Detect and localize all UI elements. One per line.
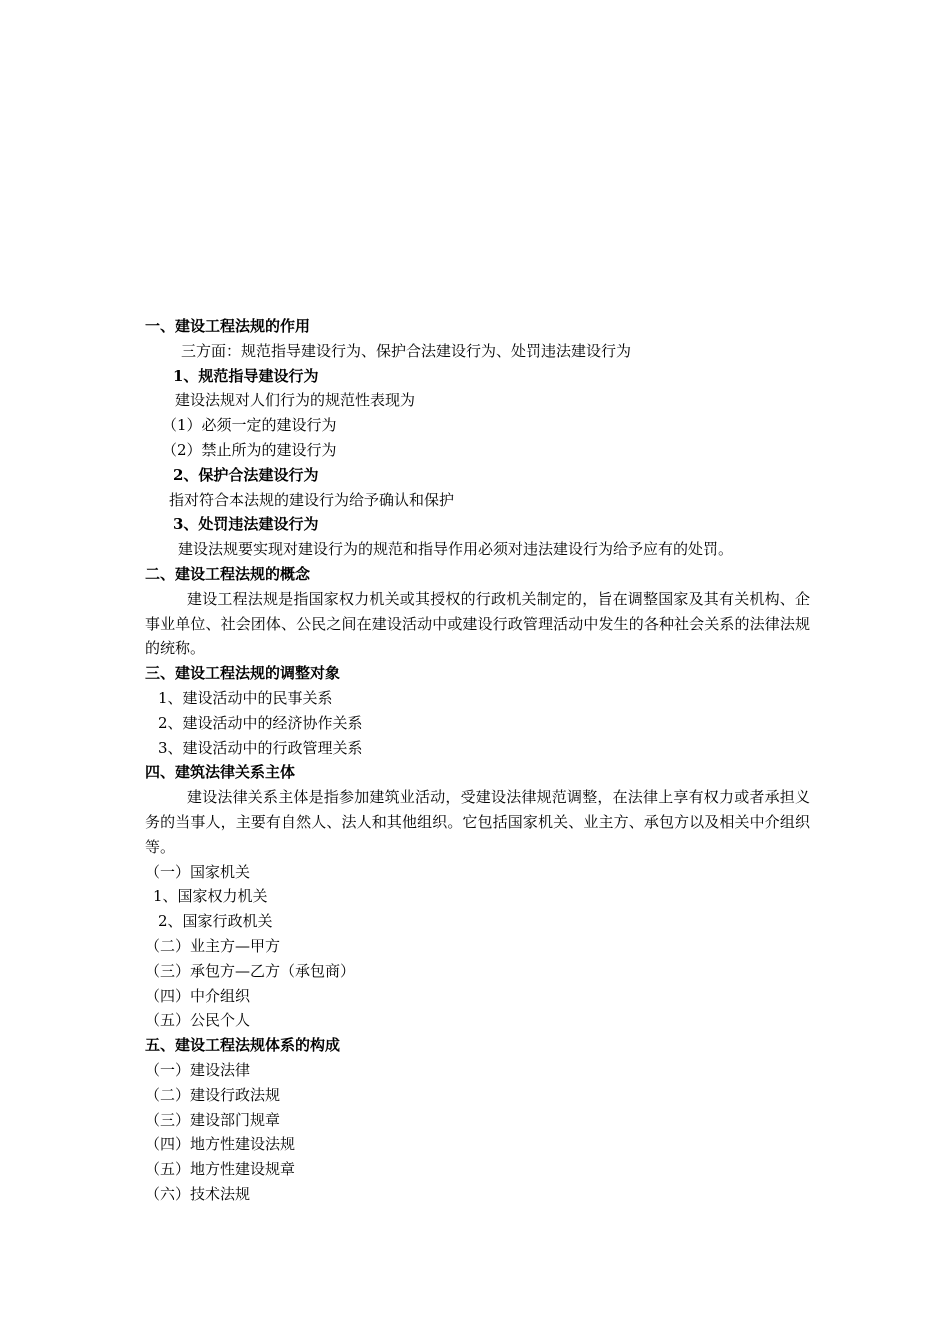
list-item: 1、国家权力机关 [153, 887, 268, 906]
list-item: （五）公民个人 [145, 1011, 251, 1030]
section-heading-4: 四、建筑法律关系主体 [145, 763, 296, 782]
section-1-intro: 三方面：规范指导建设行为、保护合法建设行为、处罚违法建设行为 [181, 341, 632, 360]
section-2-paragraph: 建设工程法规是指国家权力机关或其授权的行政机关制定的，旨在调整国家及其有关机构、企事业单位、社会团体、公民之间在建设活动中或建设行政管理活动中发生的各种社会关系的法律法规的统称。 [145, 589, 810, 658]
list-item: （五）地方性建设规章 [145, 1160, 296, 1179]
list-item: （2）禁止所为的建设行为 [162, 440, 337, 459]
list-item: （一）建设法律 [145, 1060, 251, 1079]
section-heading-3: 三、建设工程法规的调整对象 [145, 664, 341, 683]
list-item: （三）建设部门规章 [145, 1110, 281, 1129]
subsection-heading-1-1: 1、规范指导建设行为 [173, 366, 319, 385]
list-item: （六）技术法规 [145, 1184, 251, 1203]
list-item: （二）建设行政法规 [145, 1085, 281, 1104]
document-body [145, 314, 810, 1207]
subsection-heading-1-3: 3、处罚违法建设行为 [173, 515, 319, 534]
section-heading-5: 五、建设工程法规体系的构成 [145, 1036, 341, 1055]
subsection-1-2-text: 指对符合本法规的建设行为给予确认和保护 [169, 490, 455, 509]
section-heading-2: 二、建设工程法规的概念 [145, 564, 311, 583]
section-heading-1: 一、建设工程法规的作用 [145, 317, 311, 335]
list-item: 3、建设活动中的行政管理关系 [158, 738, 363, 757]
list-item: （四）中介组织 [145, 986, 251, 1005]
list-item: （1）必须一定的建设行为 [162, 416, 337, 435]
subsection-1-1-text: 建设法规对人们行为的规范性表现为 [175, 391, 416, 410]
list-item: 2、建设活动中的经济协作关系 [158, 713, 363, 732]
list-item: 1、建设活动中的民事关系 [158, 688, 333, 707]
subsection-heading-1-2: 2、保护合法建设行为 [173, 465, 319, 484]
section-4-paragraph: 建设法律关系主体是指参加建筑业活动，受建设法律规范调整，在法律上享有权力或者承担义务的当事人，主要有自然人、法人和其他组织。它包括国家机关、业主方、承包方以及相关中介组织等。 [145, 788, 810, 856]
list-item: 2、国家行政机关 [158, 912, 273, 931]
list-item: （四）地方性建设法规 [145, 1135, 296, 1154]
list-item: （一）国家机关 [145, 862, 251, 881]
list-item: （三）承包方—乙方（承包商） [145, 961, 356, 980]
subsection-1-3-text: 建设法规要实现对建设行为的规范和指导作用必须对违法建设行为给予应有的处罚。 [178, 540, 734, 559]
list-item: （二）业主方—甲方 [145, 936, 281, 955]
